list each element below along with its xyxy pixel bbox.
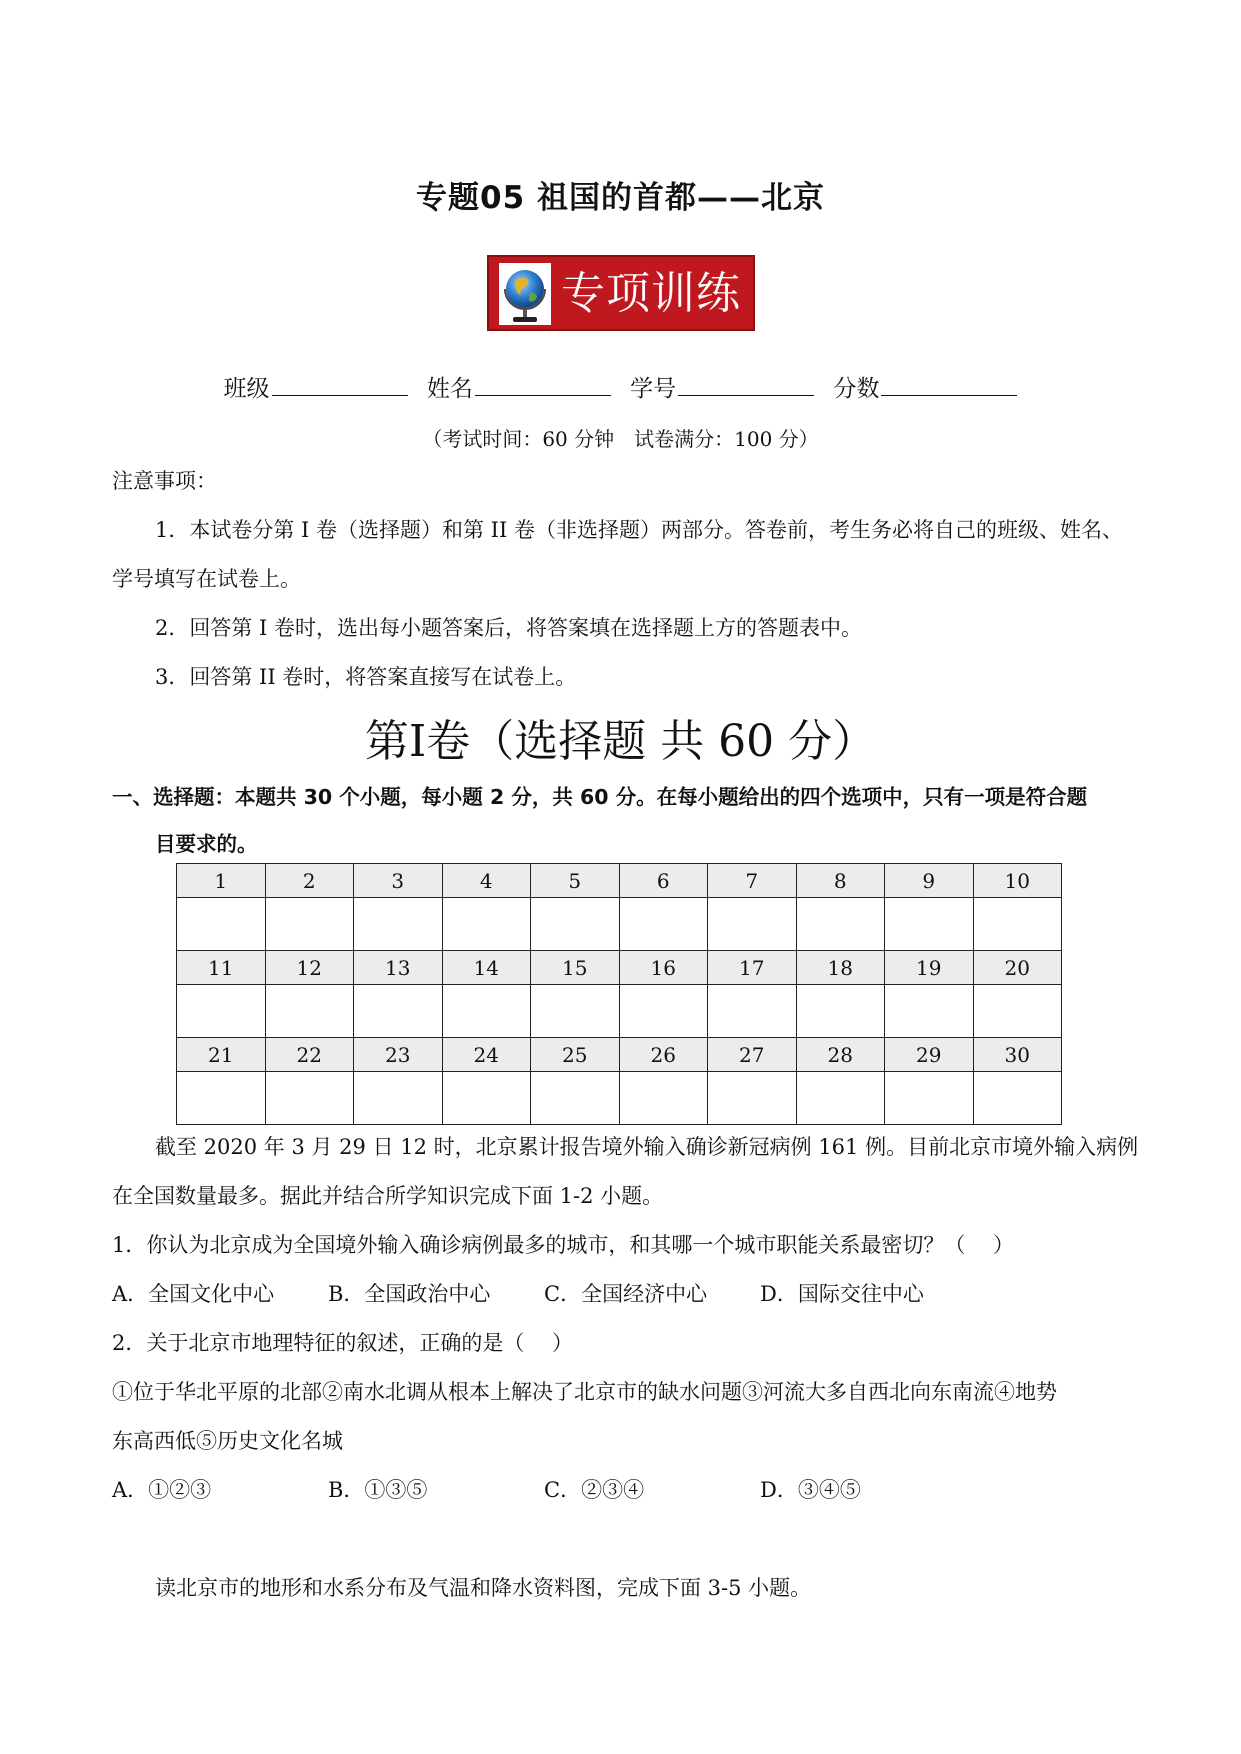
passage-1-cont: 在全国数量最多。据此并结合所学知识完成下面 1-2 小题。 [112, 1184, 664, 1208]
answer-cell[interactable] [619, 898, 708, 951]
exam-time-info: （考试时间：60 分钟 试卷满分：100 分） [422, 427, 819, 451]
answer-cell[interactable] [973, 985, 1062, 1038]
answer-number-row [177, 1038, 1062, 1072]
answer-cell[interactable] [885, 898, 974, 951]
question-number-cell: 19 [885, 951, 974, 985]
passage-1: 截至 2020 年 3 月 29 日 12 时，北京累计报告境外输入确诊新冠病例 161 例。目前北京市境外输入病例 [155, 1135, 1139, 1159]
answer-cell[interactable] [265, 985, 354, 1038]
question-number-cell: 24 [442, 1038, 531, 1072]
answer-cell[interactable] [796, 1072, 885, 1125]
answer-cell[interactable] [265, 1072, 354, 1125]
answer-cell[interactable] [354, 898, 443, 951]
notice-item-1-cont: 学号填写在试卷上。 [112, 567, 301, 591]
q1-option-a[interactable]: A．全国文化中心 [112, 1282, 275, 1306]
question-number-cell: 2 [265, 864, 354, 898]
answer-input-row [177, 1072, 1062, 1125]
question-number-cell: 21 [177, 1038, 266, 1072]
blank-line [272, 373, 408, 396]
passage-2: 读北京市的地形和水系分布及气温和降水资料图，完成下面 3-5 小题。 [155, 1576, 812, 1600]
answer-cell[interactable] [619, 985, 708, 1038]
question-number-cell: 3 [354, 864, 443, 898]
answer-cell[interactable] [619, 1072, 708, 1125]
answer-cell[interactable] [531, 898, 620, 951]
question-number-cell: 16 [619, 951, 708, 985]
q2-statements: ①位于华北平原的北部②南水北调从根本上解决了北京市的缺水问题③河流大多自西北向东南流④地势 [112, 1380, 1057, 1404]
question-number-cell: 18 [796, 951, 885, 985]
answer-cell[interactable] [177, 1072, 266, 1125]
answer-cell[interactable] [442, 898, 531, 951]
question-number-cell: 13 [354, 951, 443, 985]
field-class[interactable]: 班级 [224, 370, 408, 403]
answer-cell[interactable] [531, 1072, 620, 1125]
q2-statements-cont: 东高西低⑤历史文化名城 [112, 1429, 343, 1453]
question-number-cell: 6 [619, 864, 708, 898]
question-number-cell: 5 [531, 864, 620, 898]
question-number-cell: 15 [531, 951, 620, 985]
question-number-cell: 25 [531, 1038, 620, 1072]
question-2-stem: 2．关于北京市地理特征的叙述，正确的是（ ） [112, 1331, 574, 1355]
question-number-cell: 30 [973, 1038, 1062, 1072]
question-number-cell: 1 [177, 864, 266, 898]
question-number-cell: 26 [619, 1038, 708, 1072]
answer-cell[interactable] [177, 898, 266, 951]
globe-icon [499, 263, 551, 325]
notice-item-3: 3．回答第 II 卷时，将答案直接写在试卷上。 [155, 665, 577, 689]
question-number-cell: 7 [708, 864, 797, 898]
answer-number-row [177, 864, 1062, 898]
blank-line [678, 373, 814, 396]
answer-cell[interactable] [796, 985, 885, 1038]
question-number-cell: 29 [885, 1038, 974, 1072]
q2-option-a[interactable]: A．①②③ [112, 1478, 212, 1502]
part-1-heading: 第I卷（选择题 共 60 分） [364, 716, 877, 767]
page-title: 专题05 祖国的首都——北京 [416, 180, 825, 216]
question-number-cell: 14 [442, 951, 531, 985]
question-number-cell: 4 [442, 864, 531, 898]
q1-option-b[interactable]: B．全国政治中心 [328, 1282, 491, 1306]
banner-label: 专项训练 [561, 268, 741, 319]
answer-cell[interactable] [796, 898, 885, 951]
answer-input-row [177, 985, 1062, 1038]
answer-cell[interactable] [442, 1072, 531, 1125]
q2-option-d[interactable]: D．③④⑤ [760, 1478, 861, 1502]
answer-cell[interactable] [177, 985, 266, 1038]
q1-option-d[interactable]: D．国际交往中心 [760, 1282, 924, 1306]
answer-cell[interactable] [885, 985, 974, 1038]
q1-option-c[interactable]: C．全国经济中心 [544, 1282, 708, 1306]
answer-number-row [177, 951, 1062, 985]
answer-cell[interactable] [442, 985, 531, 1038]
question-number-cell: 10 [973, 864, 1062, 898]
answer-table [176, 863, 1062, 1125]
field-name[interactable]: 姓名 [427, 370, 611, 403]
notice-item-1: 1．本试卷分第 I 卷（选择题）和第 II 卷（非选择题）两部分。答卷前，考生务必将自己的班级、姓名、 [155, 518, 1123, 542]
answer-input-row [177, 898, 1062, 951]
question-number-cell: 12 [265, 951, 354, 985]
answer-cell[interactable] [531, 985, 620, 1038]
answer-cell[interactable] [973, 898, 1062, 951]
question-number-cell: 27 [708, 1038, 797, 1072]
question-number-cell: 23 [354, 1038, 443, 1072]
blank-line [881, 373, 1017, 396]
question-number-cell: 20 [973, 951, 1062, 985]
q2-option-b[interactable]: B．①③⑤ [328, 1478, 428, 1502]
field-score[interactable]: 分数 [833, 370, 1017, 403]
answer-cell[interactable] [708, 898, 797, 951]
answer-cell[interactable] [354, 985, 443, 1038]
answer-cell[interactable] [265, 898, 354, 951]
answer-cell[interactable] [885, 1072, 974, 1125]
answer-cell[interactable] [708, 1072, 797, 1125]
question-number-cell: 22 [265, 1038, 354, 1072]
section-1-instructions-cont: 目要求的。 [155, 832, 258, 856]
question-number-cell: 9 [885, 864, 974, 898]
q2-option-c[interactable]: C．②③④ [544, 1478, 645, 1502]
answer-cell[interactable] [973, 1072, 1062, 1125]
section-1-instructions: 一、选择题：本题共 30 个小题，每小题 2 分，共 60 分。在每小题给出的四个选项中，只有一项是符合题 [112, 785, 1088, 809]
blank-line [475, 373, 611, 396]
notice-item-2: 2．回答第 I 卷时，选出每小题答案后，将答案填在选择题上方的答题表中。 [155, 616, 863, 640]
question-1-stem: 1．你认为北京成为全国境外输入确诊病例最多的城市，和其哪一个城市职能关系最密切？（ ） [112, 1233, 1015, 1257]
notice-heading: 注意事项： [112, 469, 217, 493]
answer-cell[interactable] [354, 1072, 443, 1125]
question-number-cell: 17 [708, 951, 797, 985]
student-info-fields [0, 370, 1241, 403]
question-number-cell: 8 [796, 864, 885, 898]
question-number-cell: 28 [796, 1038, 885, 1072]
field-student-id[interactable]: 学号 [630, 370, 814, 403]
special-training-banner [487, 255, 755, 331]
answer-cell[interactable] [708, 985, 797, 1038]
question-number-cell: 11 [177, 951, 266, 985]
